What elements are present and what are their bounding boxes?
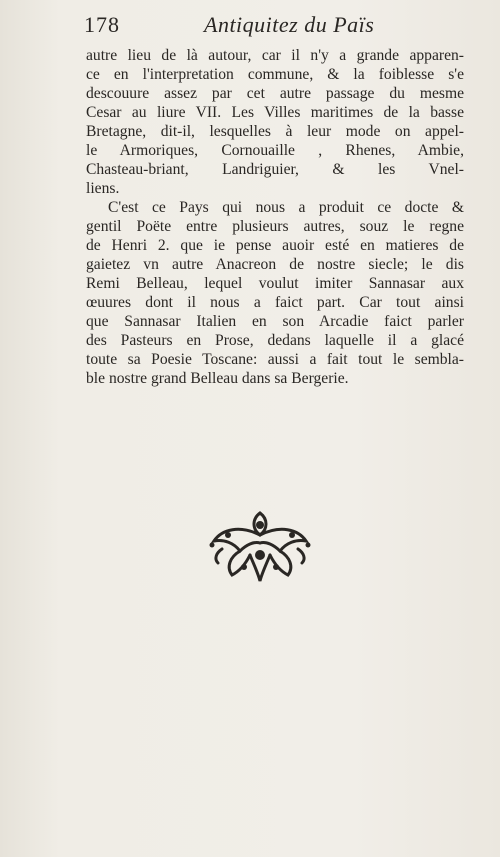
body-text [86, 46, 464, 388]
text-line: gaietez vn autre Anacreon de nostre siecle; le dis [86, 256, 464, 273]
text-line: Chasteau-briant, Landriguier, & les Vnel- [86, 161, 464, 178]
running-title: Antiquitez du Païs [204, 12, 375, 37]
text-line: des Pasteurs en Prose, dedans laquelle il a glacé [86, 332, 464, 349]
text-line: autre lieu de là autour, car il n'y a grande apparen- [86, 47, 464, 64]
text-line: Remi Belleau, lequel voulut imiter Sannasar aux [86, 275, 464, 292]
text-line: descouure assez par cet autre passage du mesme [86, 85, 464, 102]
paragraph-start-line: C'est ce Pays qui nous a produit ce docte & [108, 199, 464, 216]
page-number: 178 [84, 12, 120, 37]
text-line: ble nostre grand Belleau dans sa Bergerie. [86, 370, 349, 387]
text-line: le Armoriques, Cornouaille , Rhenes, Ambie, [86, 142, 464, 159]
text-line: ce en l'interpretation commune, & la foiblesse s'e [86, 66, 464, 83]
page-header [84, 12, 464, 42]
text-line: de Henri 2. que ie pense auoir esté en matieres de [86, 237, 464, 254]
text-line: gentil Poëte entre plusieurs autres, souz le regne [86, 218, 464, 235]
fleuron-ornament-icon [200, 505, 320, 585]
text-line: toute sa Poesie Toscane: aussi a fait tout le sembla- [86, 351, 464, 368]
text-line: liens. [86, 180, 120, 197]
text-line: Bretagne, dit-il, lesquelles à leur mode on appel- [86, 123, 464, 140]
text-line: œuures dont il nous a faict part. Car tout ainsi [86, 294, 464, 311]
text-line: que Sannasar Italien en son Arcadie faict parler [86, 313, 464, 330]
text-line: Cesar au liure VII. Les Villes maritimes de la basse [86, 104, 464, 121]
